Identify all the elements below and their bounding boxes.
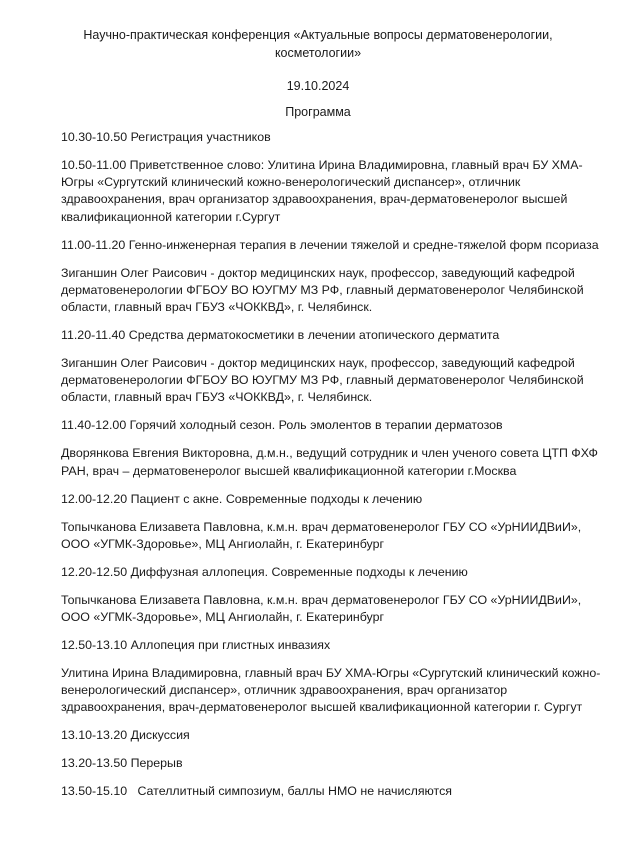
speaker-ziganshin-1: Зиганшин Олег Раисович - доктор медицинских наук, профессор, заведующий кафедрой дерматовенерологии ФГБОУ ВО ЮУГМУ МЗ РФ, главный дерматовенеролог Челябинской области, главный врач ГБУЗ «ЧОККВД», г. Челябинск. [61, 265, 584, 315]
agenda-item-alopecia-helminth: 12.50-13.10 Аллопеция при глистных инвазиях [61, 638, 331, 653]
speaker-dvoryankova: Дворянкова Евгения Викторовна, д.м.н., ведущий сотрудник и член ученого совета ЦТП ФХФ РАН, врач – дерматовенеролог высшей квалификационной категории г.Москва [61, 446, 598, 478]
agenda-item-diffuse-alopecia: 12.20-12.50 Диффузная аллопеция. Современные подходы к лечению [61, 564, 468, 579]
speaker-ulitina: Улитина Ирина Владимировна, главный врач БУ ХМА-Югры «Сургутский клинический кожно-венерологический диспансер», отличник здравоохранения, врач организатор здравоохранения, врач-дерматовенеролог высшей квалификационной категории г. Сургут [61, 666, 601, 715]
conference-title: Научно-практическая конференция «Актуальные вопросы дерматовенерологии, косметологии» [83, 28, 553, 60]
agenda-item-satellite-symposium: 13.50-15.10 Сателлитный симпозиум, баллы НМО не начисляются [61, 784, 452, 799]
speaker-topychkanova-2: Топычканова Елизавета Павловна, к.м.н. врач дерматовенеролог ГБУ СО «УрНИИДВиИ», ООО «УГМК-Здоровье», МЦ Ангиолайн, г. Екатеринбург [61, 592, 582, 625]
agenda-item-psoriasis: 11.00-11.20 Генно-инженерная терапия в лечении тяжелой и средне-тяжелой форм псориаза [61, 237, 599, 252]
agenda-item-registration: 10.30-10.50 Регистрация участников [61, 130, 271, 144]
agenda-item-discussion: 13.10-13.20 Дискуссия [61, 728, 190, 743]
agenda-item-atopic-dermatitis: 11.20-11.40 Средства дерматокосметики в лечении атопического дерматита [61, 328, 500, 343]
agenda-item-acne: 12.00-12.20 Пациент с акне. Современные подходы к лечению [61, 491, 423, 506]
agenda-item-break: 13.20-13.50 Перерыв [61, 756, 183, 771]
agenda-item-emollients: 11.40-12.00 Горячий холодный сезон. Роль эмолентов в терапии дерматозов [61, 418, 503, 433]
agenda-item-welcome: 10.50-11.00 Приветственное слово: Улитина Ирина Владимировна, главный врач БУ ХМА-Югры «Сургутский клинический кожно-венерологический диспансер», отличник здравоохранения, врач организатор здравоохранения, врач-дерматовенеролог высшей квалификационной категории г.Сургут [61, 158, 583, 224]
program-heading: Программа [285, 105, 351, 119]
program-content [61, 129, 606, 811]
speaker-topychkanova-1: Топычканова Елизавета Павловна, к.м.н. врач дерматовенеролог ГБУ СО «УрНИИДВиИ», ООО «УГМК-Здоровье», МЦ Ангиолайн, г. Екатеринбург [61, 519, 582, 551]
speaker-ziganshin-2: Зиганшин Олег Раисович - доктор медицинских наук, профессор, заведующий кафедрой дерматовенерологии ФГБОУ ВО ЮУГМУ МЗ РФ, главный дерматовенеролог Челябинской области, главный врач ГБУЗ «ЧОККВД», г. Челябинск. [61, 356, 584, 405]
conference-date: 19.10.2024 [286, 79, 350, 93]
